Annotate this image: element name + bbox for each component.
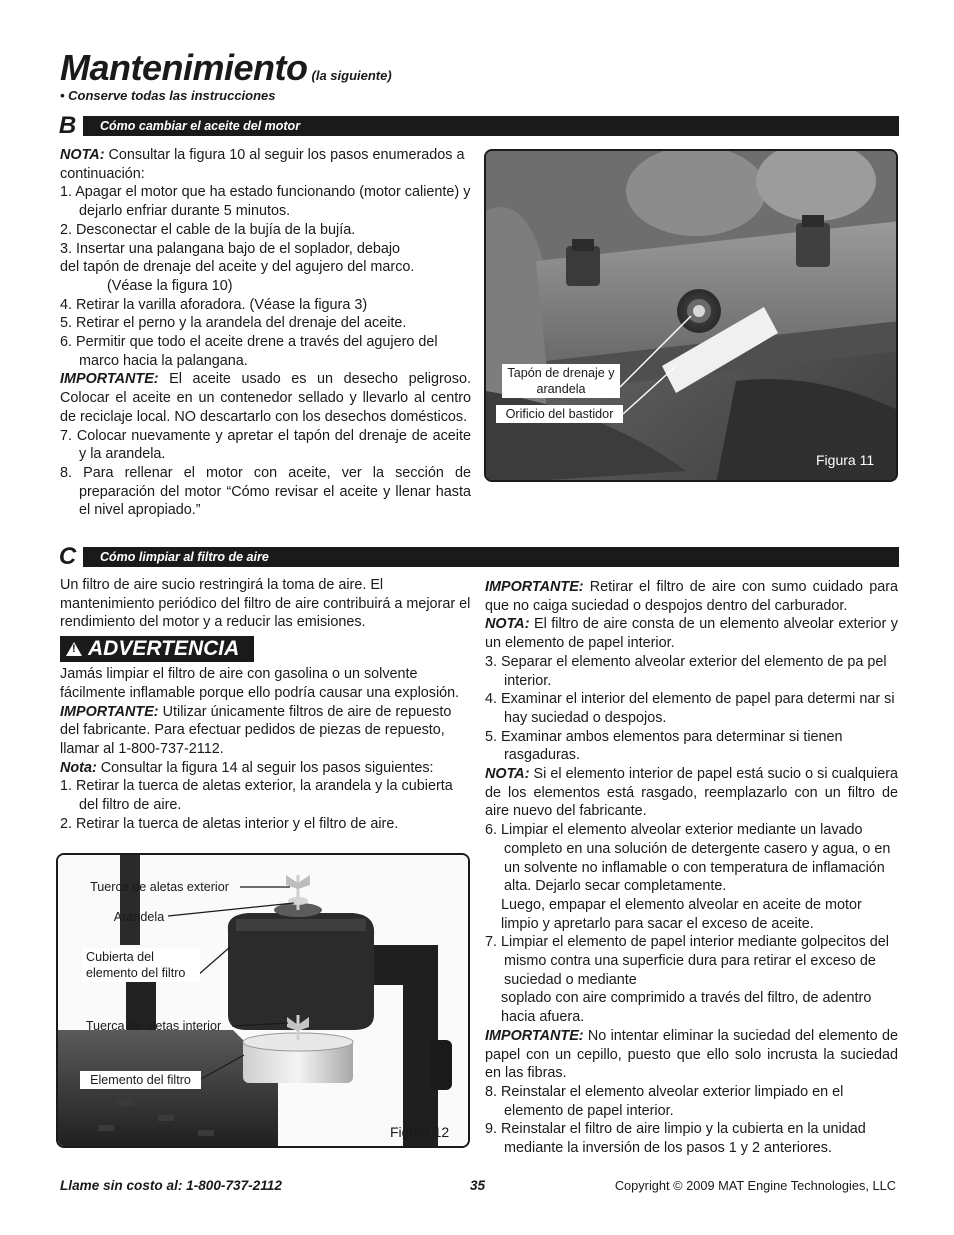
importante-text: Utilizar únicamente filtros de aire de repuesto del fabricante. Para efectuar pedidos de piezas de repuesto, llamar al 1-800-737-2112.	[60, 703, 452, 757]
nota-text: Si el elemento interior de papel está sucio o si cualquiera de los elementos está rasgado, reemplazarlo con un filtro de aire nuevo del fabricante.	[485, 766, 898, 820]
step-item: 7. Colocar nuevamente y apretar el tapón del drenaje de aceite y la arandela.	[60, 427, 471, 463]
section-b-heading: Cómo cambiar el aceite del motor	[100, 119, 301, 133]
section-c-letter: C	[55, 544, 83, 570]
footer-copyright: Copyright © 2009 MAT Engine Technologies, LLC	[614, 1178, 896, 1193]
intro-text: Un filtro de aire sucio restringirá la toma de aire. El mantenimiento periódico del filtro de aire contribuirá a mejorar el rendimiento del motor y a reducir las emisiones.	[60, 577, 471, 631]
label-frame-hole: Orificio del bastidor	[496, 405, 623, 423]
section-c-header	[58, 543, 899, 570]
label-outer-wing-nut: Tuerca de aletas exterior	[90, 880, 229, 894]
label-filter-cover: Cubierta del elemento del filtro	[82, 948, 200, 982]
step-item: 1. Apagar el motor que ha estado funcionando (motor caliente) y dejarlo enfriar durante 5 minutos.	[60, 184, 471, 220]
figure-11-illustration	[486, 151, 898, 482]
step-item: 8. Reinstalar el elemento alveolar exterior limpiado en el elemento de papel interior.	[485, 1083, 844, 1119]
warning-text: Jamás limpiar el filtro de aire con gasolina o un solvente fácilmente inflamable porque ello podría causar una explosión.	[60, 666, 460, 701]
figure-12-caption: Figura 12	[390, 1124, 450, 1140]
step-3-continuation: del tapón de drenaje del aceite y del agujero del marco.	[60, 259, 415, 276]
step-item: 3. Separar el elemento alveolar exterior del elemento de pa pel interior.	[485, 653, 887, 689]
nota-text: Consultar la figura 14 al seguir los pasos siguientes:	[96, 759, 434, 776]
nota-text: El filtro de aire consta de un elemento alveolar exterior y un elemento de papel interior.	[485, 616, 898, 652]
figure-11-caption: Figura 11	[816, 452, 875, 468]
nota-label: NOTA:	[485, 616, 530, 633]
figure-12-illustration	[58, 855, 470, 1148]
label-inner-wing-nut: Tuerca de aletas interior	[85, 1019, 222, 1033]
importante-text: El aceite usado es un desecho peligroso. Colocar el aceite en un contenedor sellado y llevarlo al centro de reciclaje local. NO descartarlo con los desechos domésticos.	[60, 371, 471, 425]
importante-text: Retirar el filtro de aire con sumo cuidado para que no caiga suciedad o despojos dentro del carburador.	[485, 579, 898, 614]
step-item: 2. Desconectar el cable de la bujía de la bujía.	[60, 221, 356, 238]
step-6-continuation: Luego, empapar el elemento alveolar en aceite de motor limpio y apretarlo para sacar el exceso de aceite.	[501, 896, 862, 932]
step-item: 5. Retirar el perno y la arandela del drenaje del aceite.	[60, 315, 407, 332]
figure-12-photo	[56, 853, 470, 1148]
step-item: 7. Limpiar el elemento de papel interior mediante golpecitos del mismo contra una superficie dura para retirar el exceso de suciedad o mediante	[485, 934, 889, 988]
nota-label: Nota:	[60, 759, 97, 776]
step-item: 9. Reinstalar el filtro de aire limpio y la cubierta en la unidad mediante la inversión de los pasos 1 y 2 anteriores.	[485, 1121, 866, 1157]
warning-triangle-icon	[66, 642, 82, 656]
page-subtitle: • Conserve todas las instrucciones	[60, 88, 276, 103]
importante-label: IMPORTANTE:	[485, 1027, 584, 1044]
section-c-left-text	[60, 576, 471, 833]
warning-banner	[60, 636, 254, 662]
section-c-heading: Cómo limpiar al filtro de aire	[100, 550, 269, 564]
step-item: 4. Retirar la varilla aforadora. (Véase la figura 3)	[60, 296, 368, 313]
section-b-letter: B	[55, 113, 83, 139]
footer-page-number: 35	[470, 1178, 486, 1193]
title-main: Mantenimiento	[60, 47, 308, 88]
label-washer: Arandela	[113, 910, 165, 924]
section-b-header	[58, 112, 899, 139]
step-item: 5. Examinar ambos elementos para determinar si tienen rasgaduras.	[485, 728, 843, 764]
importante-text: No intentar eliminar la suciedad del elemento de papel con un cepillo, puesto que ello solo incrusta la suciedad en las fibras.	[485, 1027, 898, 1082]
step-item: 1. Retirar la tuerca de aletas exterior, la arandela y la cubierta del filtro de aire.	[60, 778, 453, 814]
warning-label: ADVERTENCIA	[88, 636, 240, 660]
title-note: (la siguiente)	[311, 68, 392, 83]
importante-label: IMPORTANTE:	[60, 371, 159, 388]
step-item: 6. Permitir que todo el aceite drene a través del agujero del marco hacia la palangana.	[60, 334, 438, 369]
importante-label: IMPORTANTE:	[60, 703, 159, 720]
step-item: 6. Limpiar el elemento alveolar exterior mediante un lavado completo en una solución de detergente casero y agua, o en un solvente no inflamable o con temperatura de inflamación alta. Dejarlo secar completamente.	[485, 822, 891, 895]
section-c-right-text	[485, 578, 898, 1158]
step-7-continuation: soplado con aire comprimido a través del filtro, de adentro hacia afuera.	[501, 990, 872, 1026]
step-item: 3. Insertar una palangana bajo de el soplador, debajo	[60, 240, 401, 257]
label-drain-plug: Tapón de drenaje y arandela	[502, 364, 620, 398]
step-3-ref: (Véase la figura 10)	[107, 277, 233, 294]
importante-label: IMPORTANTE:	[485, 579, 584, 595]
step-item: 8. Para rellenar el motor con aceite, ver la sección de preparación del motor “Cómo revisar el aceite y llenar hasta el nivel apropiado.”	[60, 464, 471, 519]
section-b-text	[60, 146, 471, 520]
figure-11-photo	[484, 149, 898, 482]
step-item: 2. Retirar la tuerca de aletas interior y el filtro de aire.	[60, 815, 399, 832]
footer-phone: Llame sin costo al: 1-800-737-2112	[60, 1178, 282, 1193]
nota-label: NOTA:	[485, 766, 530, 783]
nota-text: Consultar la figura 10 al seguir los pasos enumerados a continuación:	[60, 147, 465, 182]
nota-label: NOTA:	[60, 147, 105, 163]
step-item: 4. Examinar el interior del elemento de papel para determi nar si hay suciedad o despojos.	[485, 691, 895, 726]
label-filter-element: Elemento del filtro	[80, 1071, 201, 1089]
